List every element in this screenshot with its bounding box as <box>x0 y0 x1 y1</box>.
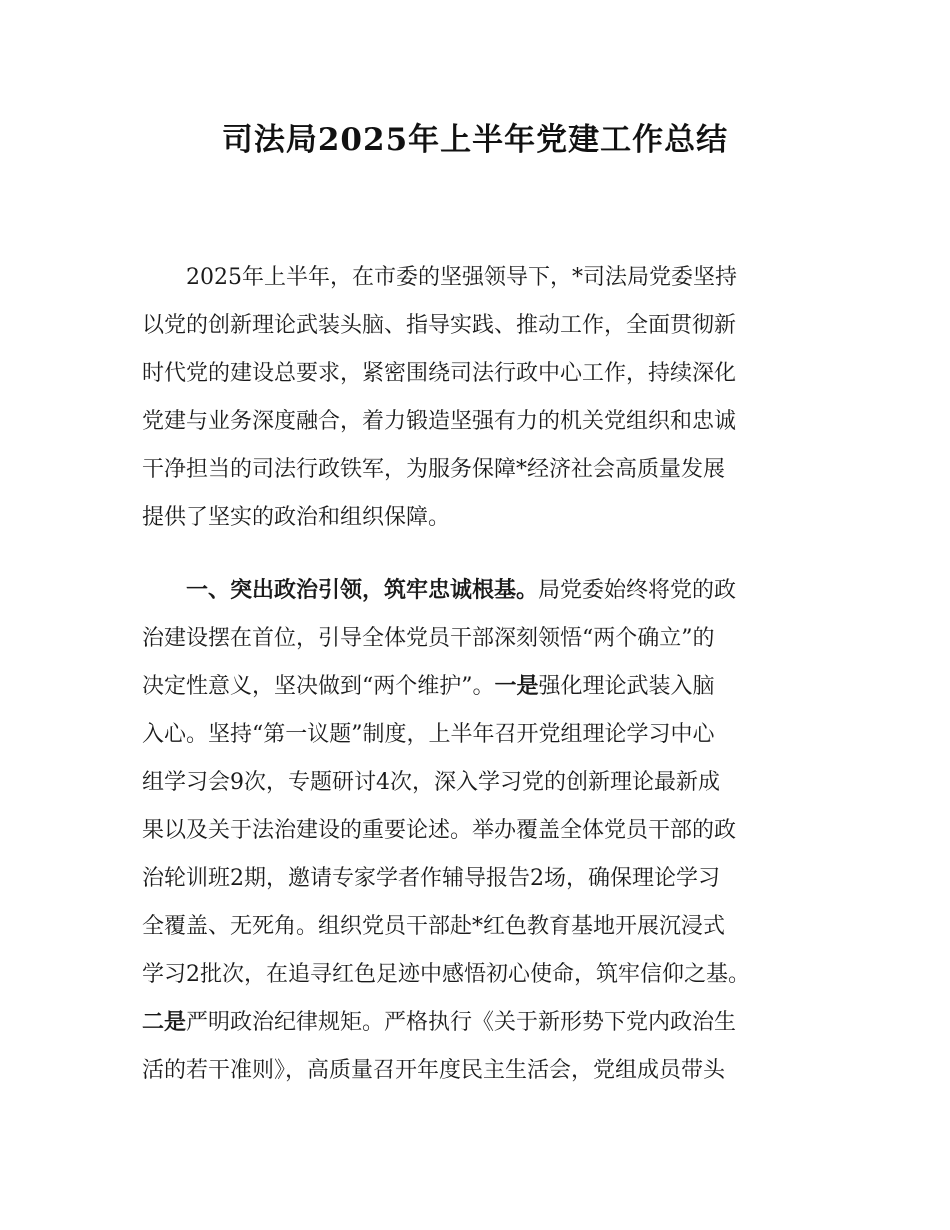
paragraph-line: 全覆盖、无死角。组织党员干部赴*红色教育基地开展沉浸式 <box>142 914 726 939</box>
document-title: 司法局2025年上半年党建工作总结 <box>221 122 729 158</box>
paragraph-text: 局党委始终将党的政 <box>538 578 737 603</box>
paragraph-line <box>142 999 842 1047</box>
paragraph-line <box>142 663 842 711</box>
paragraph-line: 时代党的建设总要求，紧密围绕司法行政中心工作，持续深化 <box>142 361 737 386</box>
paragraph-line: 入心。坚持“第一议题”制度，上半年召开党组理论学习中心 <box>142 722 715 747</box>
paragraph-line: 党建与业务深度融合，着力锻造坚强有力的机关党组织和忠诚 <box>142 409 737 434</box>
paragraph-text: 强化理论武装入脑 <box>538 674 715 699</box>
paragraph-line: 治建设摆在首位，引导全体党员干部深刻领悟“两个确立”的 <box>142 626 715 651</box>
section-heading: 一、突出政治引领，筑牢忠诚根基。 <box>186 578 539 603</box>
paragraph-line: 治轮训班2期，邀请专家学者作辅导报告2场，确保理论学习 <box>142 866 720 891</box>
paragraph-section-one <box>142 567 842 1095</box>
paragraph-text: 决定性意义，坚决做到“两个维护”。 <box>142 674 495 699</box>
point-marker-two: 二是 <box>142 1010 187 1035</box>
paragraph-line <box>142 567 842 615</box>
paragraph-line: 以党的创新理论武装头脑、指导实践、推动工作，全面贯彻新 <box>142 313 737 338</box>
paragraph-line: 干净担当的司法行政铁军，为服务保障*经济社会高质量发展 <box>142 457 726 482</box>
paragraph-line: 果以及关于法治建设的重要论述。举办覆盖全体党员干部的政 <box>142 818 737 843</box>
paragraph-line: 2025年上半年，在市委的坚强领导下，*司法局党委坚持 <box>186 265 737 290</box>
paragraph-line: 学习2批次，在追寻红色足迹中感悟初心使命，筑牢信仰之基。 <box>142 962 750 987</box>
paragraph-line: 组学习会9次，专题研讨4次，深入学习党的创新理论最新成 <box>142 770 720 795</box>
paragraph-line: 活的若干准则》，高质量召开年度民主生活会，党组成员带头 <box>142 1058 726 1083</box>
paragraph-text: 严明政治纪律规矩。严格执行《关于新形势下党内政治生 <box>186 1010 737 1035</box>
paragraph-line: 提供了坚实的政治和组织保障。 <box>142 505 451 530</box>
point-marker-one: 一是 <box>494 674 539 699</box>
paragraph-intro <box>142 254 842 542</box>
